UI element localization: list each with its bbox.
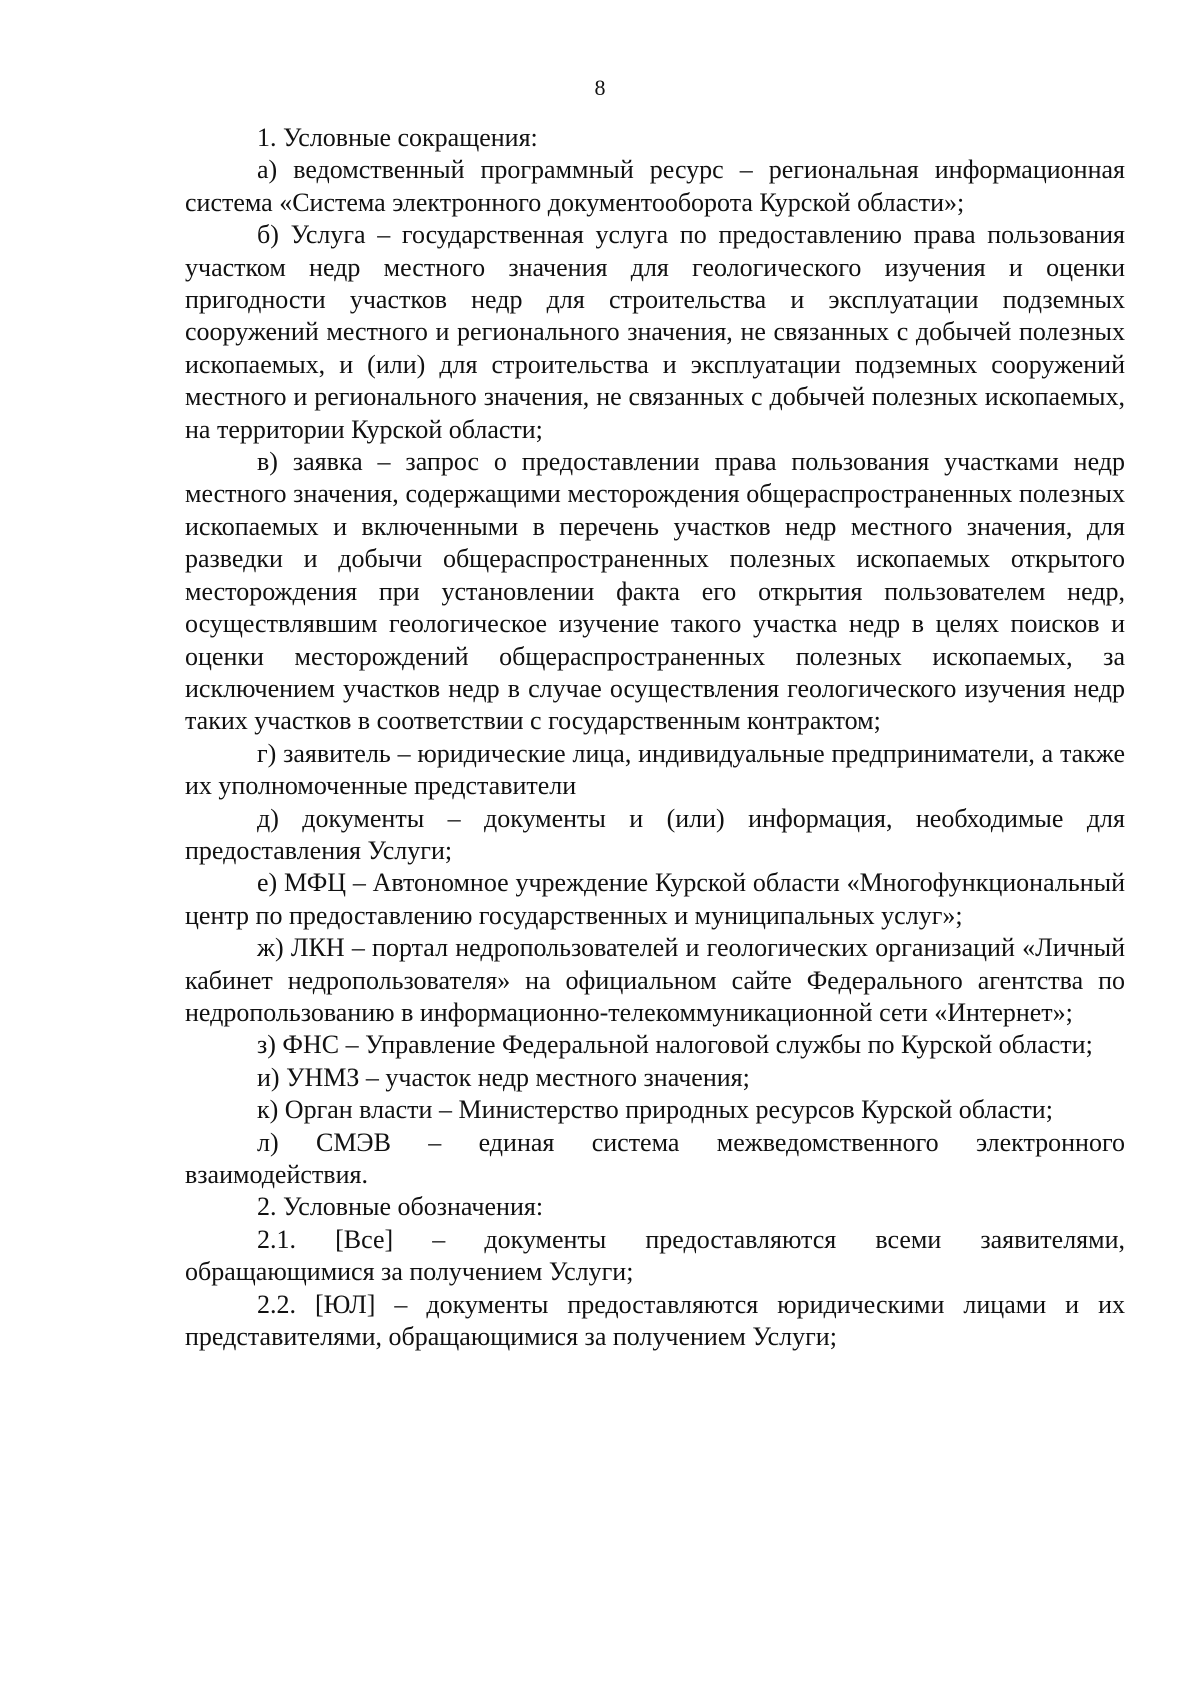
definition-item-k: к) Орган власти – Министерство природных ресурсов Курской области; bbox=[257, 1095, 1053, 1125]
page-number: 8 bbox=[594, 75, 606, 100]
designation-item-2-1: 2.1. [Все] – документы предоставляются всеми заявителями, обращающимися за получением Услуги; bbox=[185, 1224, 1125, 1287]
definition-item-e: е) МФЦ – Автономное учреждение Курской области «Многофункциональный центр по предоставлению государственных и муниципальных услуг»; bbox=[185, 868, 1125, 930]
definition-item-l: л) СМЭВ – единая система межведомственного электронного взаимодействия. bbox=[185, 1127, 1125, 1189]
document-body bbox=[185, 122, 1125, 1353]
definition-item-d: д) документы – документы и (или) информация, необходимые для предоставления Услуги; bbox=[185, 803, 1125, 865]
definition-item-i: и) УНМЗ – участок недр местного значения; bbox=[257, 1062, 750, 1092]
designation-item-2-2: 2.2. [ЮЛ] – документы предоставляются юридическими лицами и их представителями, обращающимися за получением Услуги; bbox=[185, 1289, 1125, 1352]
definition-item-zh: ж) ЛКН – портал недропользователей и геологических организаций «Личный кабинет недропользователя» на официальном сайте Федерального агентства по недропользованию в информационно-телекоммуникационной сети «Интернет»; bbox=[185, 933, 1125, 1027]
section-heading-abbreviations: 1. Условные сокращения: bbox=[257, 123, 538, 152]
definition-item-g: г) заявитель – юридические лица, индивидуальные предприниматели, а также их уполномоченные представители bbox=[185, 738, 1125, 801]
section-heading-designations: 2. Условные обозначения: bbox=[257, 1192, 544, 1222]
definition-item-v: в) заявка – запрос о предоставлении права пользования участками недр местного значения, содержащими месторождения общераспространенных полезных ископаемых и включенными в перечень участков недр местного значения, для разведки и добычи общераспространенных полезных ископаемых открытого месторождения при установлении факта его открытия пользователем недр, осуществлявшим геологическое изучение такого участка недр в целях поисков и оценки месторождений общераспространенных полезных ископаемых, за исключением участков недр в случае осуществления геологического изучения недр таких участков в соответствии с государственным контрактом; bbox=[185, 447, 1125, 736]
definition-item-a: а) ведомственный программный ресурс – региональная информационная система «Система электронного документооборота Курской области»; bbox=[185, 155, 1125, 217]
definition-item-b: б) Услуга – государственная услуга по предоставлению права пользования участком недр местного значения для геологического изучения и оценки пригодности участков недр для строительства и эксплуатации подземных сооружений местного и регионального значения, не связанных с добычей полезных ископаемых, и (или) для строительства и эксплуатации подземных сооружений местного и регионального значения, не связанных с добычей полезных ископаемых, на территории Курской области; bbox=[185, 220, 1125, 444]
definition-item-z: з) ФНС – Управление Федеральной налоговой службы по Курской области; bbox=[257, 1030, 1093, 1060]
